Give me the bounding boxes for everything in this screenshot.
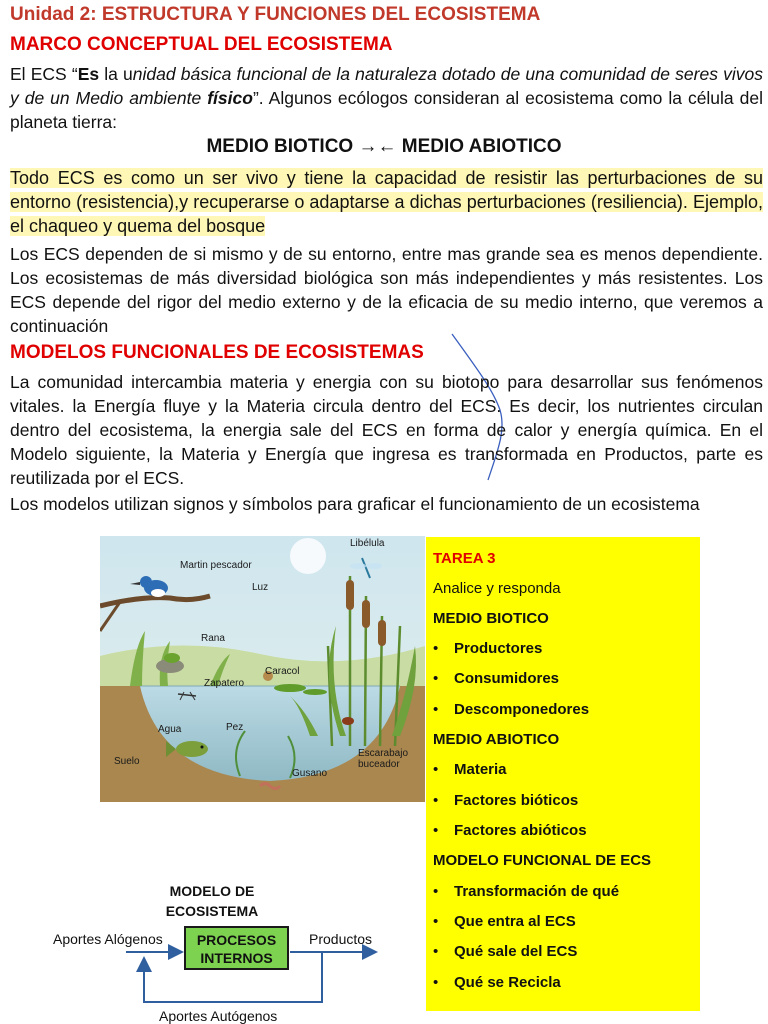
intro-paragraph [10,62,763,134]
label-agua: Agua [158,724,182,735]
modelos-paragraph-1: La comunidad intercambia materia y energia con su biotopo para desarrollar sus fenómenos vitales. la Energía fluye y la Materia circula dentro del ECS. Es decir, los nutrientes circulan dentro del ecosistema, la energia sale del ECS en forma de calor y energía química. En el Modelo siguiente, la Materia y Energía que ingresa es transformada en Productos, parte es reutilizada por el ECS. [10,372,763,488]
tarea-instruction: Analice y responda [433,580,561,597]
tarea-panel: TAREA 3 Analice y responda MEDIO BIOTICO • Productores • Consumidores • Descomponedores MEDIO ABIOTICO • Materia • Factores bióticos • Factores abióticos MODELO FUNCIONAL DE ECS • Transformación de qué • Que entra al ECS • Qué sale del ECS • Qué se Recicla [426,537,700,1011]
label-pez: Pez [226,722,244,733]
label-buceador: buceador [358,759,400,770]
label-caracol: Caracol [265,666,300,677]
label-zapatero: Zapatero [204,678,245,689]
tarea-title: TAREA 3 [433,550,496,567]
biotico-abiotico-heading: MEDIO BIOTICO →← MEDIO ABIOTICO [206,136,562,157]
resilience-text: Todo ECS es como un ser vivo y tiene la capacidad de resistir las perturbaciones de su entorno (resistencia),y recuperarse o adaptarse a dichas perturbaciones (resiliencia). Ejemplo, el chaqueo y quema del bosque [10,168,763,236]
diagram-title-line-1: MODELO DE [169,883,255,899]
intro-text-e: físico [207,88,253,108]
label-martin-pescador: Martin pescador [180,560,252,571]
intro-text-b: Es [77,64,100,84]
label-luz: Luz [252,582,269,593]
procesos-internos-box [184,926,289,970]
label-rana: Rana [201,633,225,644]
box-line-2: INTERNOS [200,950,273,966]
medio-biotico-heading: MEDIO BIOTICO [433,610,549,627]
resilience-paragraph [10,166,763,238]
dependence-paragraph: Los ECS dependen de si mismo y de su entorno, entre mas grande sea es menos dependiente. Los ecosistemas de más diversidad biológica son más independientes y más resistentes. Los ECS depende del rigor del medio externo y de la eficacia de su medio interno, que veremos a continuación [10,244,763,336]
modelo-funcional-heading: MODELO FUNCIONAL DE ECS [433,852,652,869]
section-title-marco: MARCO CONCEPTUAL DEL ECOSISTEMA [10,34,393,55]
unit-title: Unidad 2: ESTRUCTURA Y FUNCIONES DEL ECOSISTEMA [10,4,541,25]
diagram-title [152,881,272,921]
diagram-title-line-2: ECOSISTEMA [165,903,259,919]
intro-text-a: El ECS “ [10,64,78,84]
productos-label: Productos [309,931,373,947]
aportes-autogenos-label: Aportes Autógenos [159,1008,278,1024]
label-libelula: Libélula [350,538,385,549]
label-gusano: Gusano [292,768,328,779]
box-line-1: PROCESOS [196,932,277,948]
pond-ecosystem-illustration [100,536,425,802]
intro-text-f: ”. Algunos ecólogos consideran al ecosistema como la célula del planeta tierra: [10,88,763,132]
medio-abiotico-heading: MEDIO ABIOTICO [433,731,560,748]
aportes-alogenos-label: Aportes Alógenos [53,931,163,947]
modelos-paragraph-2: Los modelos utilizan signos y símbolos para graficar el funcionamiento de un ecosistema [10,494,700,514]
label-escarabajo: Escarabajo [358,748,409,759]
label-suelo: Suelo [114,756,140,767]
intro-text-d: nidad básica funcional de la naturaleza dotado de una comunidad de seres vivos y de un Medio ambiente [10,64,763,108]
intro-text-c: la u [99,64,133,84]
section-title-modelos: MODELOS FUNCIONALES DE ECOSISTEMAS [10,342,424,363]
